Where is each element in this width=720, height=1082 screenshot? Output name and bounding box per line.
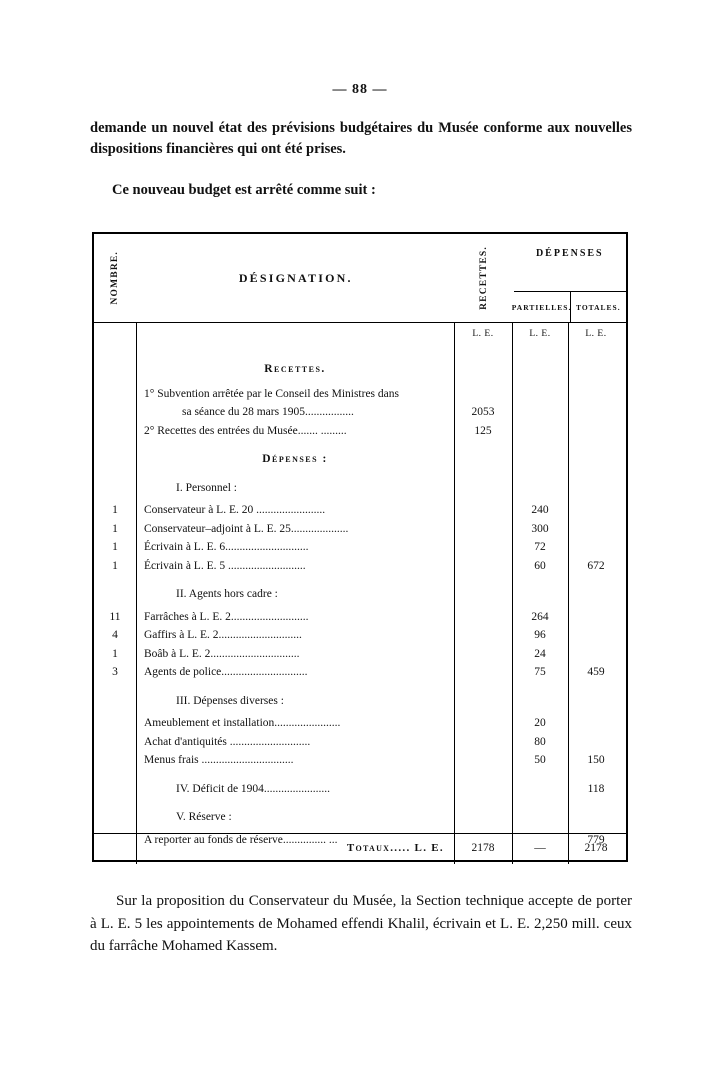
row-label: Gaffirs à L. E. 2............................. [144, 629, 302, 642]
section-title-row [94, 453, 625, 472]
row-partial: 24 [534, 647, 546, 660]
table-row [94, 648, 625, 667]
row-label-cont: sa séance du 28 mars 1905................. [182, 406, 354, 419]
subsection-title-diverses: III. Dépenses diverses : [176, 694, 284, 707]
row-receipts: 2053 [471, 406, 495, 419]
row-total: 779 [587, 833, 605, 846]
row-total: 672 [587, 559, 605, 572]
row-number: 1 [112, 504, 118, 517]
table-row [94, 388, 625, 407]
table-body [94, 323, 626, 846]
table-row [94, 406, 625, 425]
subsection-title-row [94, 695, 625, 714]
intro-paragraph [90, 118, 632, 160]
section-title-recettes: Recettes. [264, 363, 326, 376]
row-number: 3 [112, 666, 118, 679]
section-title-depenses: Dépenses : [262, 453, 328, 466]
unit-row [94, 323, 625, 351]
budget-table-grid [94, 234, 626, 864]
subsection-title-row [94, 811, 625, 830]
subsection-title-agents: II. Agents hors cadre : [176, 588, 278, 601]
totals-row [94, 834, 626, 864]
row-partial: 240 [531, 504, 549, 517]
row-partial: 300 [531, 522, 549, 535]
outro-paragraph [90, 890, 632, 958]
header-designation-label: DÉSIGNATION. [238, 270, 353, 285]
row-label: Menus frais ................................ [144, 754, 294, 767]
header-receipts-label: RECETTES. [479, 246, 490, 310]
totals-label: Totaux..... L. E. [346, 842, 444, 855]
table-row [94, 523, 625, 542]
row-partial: 264 [531, 610, 549, 623]
row-label: Agents de police.............................. [144, 666, 308, 679]
row-total: 150 [587, 754, 605, 767]
header-receipts-cell [455, 234, 513, 322]
table-row [94, 425, 625, 444]
row-total: 459 [587, 666, 605, 679]
budget-table [92, 232, 628, 862]
row-label: Boâb à L. E. 2............................... [144, 647, 300, 660]
header-expenses-label: DÉPENSES [535, 248, 604, 259]
section-title-row [94, 363, 625, 382]
row-label: Écrivain à L. E. 6............................. [144, 541, 309, 554]
row-number: 1 [112, 522, 118, 535]
row-label: A reporter au fonds de réserve............... ... [144, 833, 338, 846]
intro-text: demande un nouvel état des prévisions budgétaires du Musée conforme aux nouvelles dispositions financières qui ont été prises. [90, 120, 632, 158]
page-number: — 88 — [332, 82, 388, 97]
row-number: 11 [109, 610, 121, 623]
subsection-title-reserve: V. Réserve : [176, 811, 232, 824]
unit-receipts: L. E. [472, 329, 494, 340]
row-label: Conservateur–adjoint à L. E. 25.................... [144, 522, 349, 535]
row-partial: 50 [534, 754, 546, 767]
row-partial: 75 [534, 666, 546, 679]
table-row [94, 629, 625, 648]
table-body-cell [94, 323, 626, 846]
row-partial: 96 [534, 629, 546, 642]
header-designation-cell [136, 234, 455, 322]
row-label: 2° Recettes des entrées du Musée....... ......... [144, 424, 347, 437]
lead-paragraph: Ce nouveau budget est arrêté comme suit : [112, 182, 376, 198]
row-label: Farrâches à L. E. 2........................... [144, 610, 309, 623]
table-row [94, 754, 625, 773]
row-label: Ameublement et installation....................... [144, 717, 341, 730]
row-label: Écrivain à L. E. 5 ........................... [144, 559, 306, 572]
table-header-row [94, 234, 626, 322]
row-label: 1° Subvention arrêtée par le Conseil des Ministres dans [144, 387, 399, 400]
table-row [94, 560, 625, 579]
row-label: Achat d'antiquités ............................ [144, 735, 311, 748]
row-number: 1 [112, 647, 118, 660]
header-number-label: NOMBRE. [110, 251, 121, 305]
header-expenses-cell [511, 234, 626, 322]
row-receipts: 125 [474, 424, 492, 437]
row-partial: 72 [534, 541, 546, 554]
table-row [94, 736, 625, 755]
table-row [94, 504, 625, 523]
row-number: 1 [112, 541, 118, 554]
unit-partial: L. E. [529, 329, 551, 340]
subsection-title-row [94, 588, 625, 607]
header-expenses-total-label: TOTALES. [575, 302, 621, 312]
row-number: 4 [112, 629, 118, 642]
subsection-title-personnel: I. Personnel : [176, 481, 238, 494]
table-row [94, 666, 625, 685]
table-body-row [94, 323, 626, 833]
totals-cell [94, 834, 626, 864]
unit-total: L. E. [585, 329, 607, 340]
totals-partial: — [534, 842, 546, 855]
subsection-title-deficit: IV. Déficit de 1904....................... [176, 782, 331, 795]
row-partial: 60 [534, 559, 546, 572]
table-row [94, 717, 625, 736]
outro-text: Sur la proposition du Conservateur du Musée, la Section technique accepte de porter à L. E. 5 les appointements de Mohamed effendi Khalil, écrivain et L. E. 2,250 mill. ceux du farrâche Mohamed Kassem. [90, 893, 632, 954]
table-row [94, 611, 625, 630]
table-row [94, 783, 625, 802]
totals-total: 2178 [584, 842, 608, 855]
row-total: 118 [587, 782, 605, 795]
header-expenses-partial-label: PARTIELLES. [511, 302, 572, 312]
subsection-title-row [94, 482, 625, 501]
table-row [94, 541, 625, 560]
row-label: Conservateur à L. E. 20 ........................ [144, 504, 326, 517]
header-number-cell [94, 234, 136, 322]
row-partial: 20 [534, 717, 546, 730]
row-number: 1 [112, 559, 118, 572]
totals-receipts: 2178 [471, 842, 495, 855]
row-partial: 80 [534, 735, 546, 748]
